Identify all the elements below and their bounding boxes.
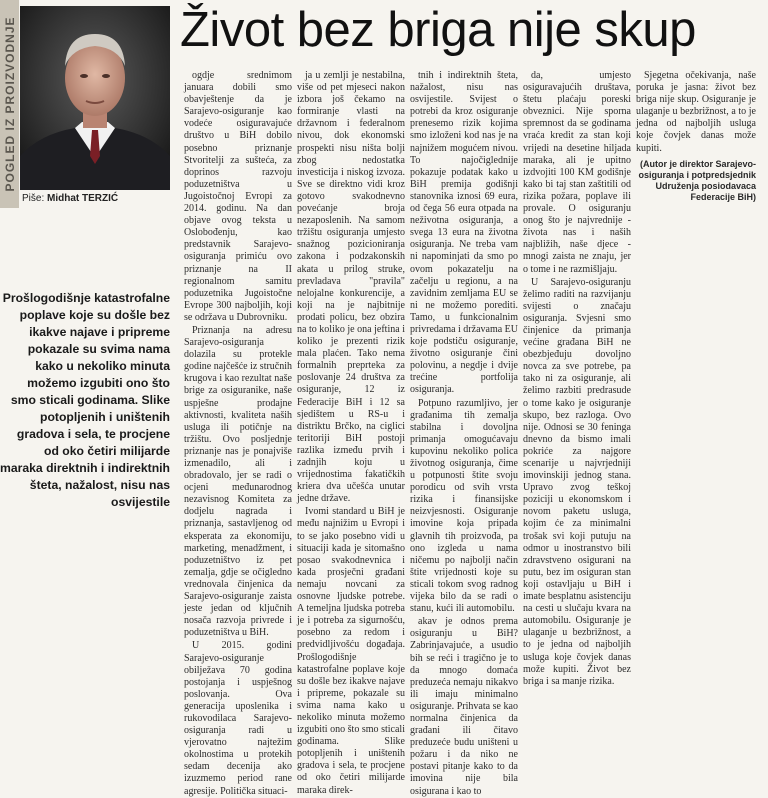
paragraph: akav je odnos prema osiguranju u BiH? Zabrinjavajuće, a usudio bih se reći i tragično je to da mnogo domaća preduzeća nemaju nikakvo ili imaju minimalno osiguranje. Prihvata se kao normalna činjenica da građani ili čitavo preduzeće budu uništeni u požaru i da niko ne postavi pitanje kako to da imovina nije bila osigurana i kao to: [410, 616, 518, 797]
paragraph: Ivomi standard u BiH je među najnižim u Evropi i to se jako posebno vidi u situaciji kada je sitomašno posao svakodnevnica i kada prosječni građani nemaju novcani za osnovne ljudske potrebe. A temeljna ljudska potreba je i potreba za sigurnošću, posebno za redom i predvidljivošću događaja. Prošlogodišnje katastrofalne poplave koje su došle bez ikakve najave i pripreme, pokazale su svima nama kako u nekoliko minuta možemo izgubiti ono što smo sticali godinama. Slike potopljenih i uništenih gradova i sela, te procjene od oko četiri milijarde maraka direk-: [297, 506, 405, 796]
paragraph: tnih i indirektnih šteta, nažalost, nisu nas osvijestile. Svijest o potrebi da kroz osiguranje prenesemo rizik kojima smo izloženi kod nas je na najnižem mogućem nivou. To najočiglednije pokazuje podatak kako u BiH premija godišnji stanovnika iznosi 69 eura, od čega 56 eura otpada na neživotna osiguranja, a svega 13 eura na životna osiguranja. Ne treba vam ni napominjati da smo po ovom pokazatelju na začelju u regionu, a na zavidnim zemljama EU se ni ne možemo porediti. Tamo, u funkcionalnim privredama i državama EU koje podstiču osiguranje, životno osiguranje čini polovinu, a negdje i dvije trećine portfolija osiguranja.: [410, 70, 519, 396]
author-portrait: [20, 6, 170, 190]
article-title: Život bez briga nije skup: [180, 3, 696, 57]
pull-quote: Prošlogodišnje katastrofalne poplave koje su došle bez ikakve najave i pripreme pokazale su svima nama kako u nekoliko minuta možemo izgubiti ono što smo sticali godinama. Slike potopljenih i uništenih gradova i sela, te procjene od oko četiri milijarde maraka direktnih i indirektnih šteta, nažalost, nisu nas osvijestile: [0, 291, 170, 509]
paragraph: ja u zemlji je nestabilna, više od pet mjeseci nakon izbora još čekamo na formiranje vlasti na državnom i federalnom nivou, dok ekonomski prospekti nisu ništa bolji zbog nedostatka investicija i niskog izvoza. Sve se direktno vidi kroz gotovo svakodnevno povećanje broja nezaposlenih. Na samom tržištu osiguranja umjesto snažnog pozicioniranja zakona i podzakonskih akata u prilog struke, prevladava "pravila" nelojalne konkurencije, a koji na je najbitnije prodati policu, bez obzira na to koliko je ona jeftina i koliko je prezenti rizik mala plaćen. Tako nema formalnih preprteka za poslovanje 24 društva za osiguranje, 12 iz Federacije BiH i 12 sa sjedištem u RS-u i distriktu Brčko, na ciglici teritoriji BiH postoji razlika između prvih i zadnjih koju u vrijednostima fakatičkih kriera dva učešća unutar jedne države.: [297, 70, 405, 505]
section-label-text: POGLED IZ PROIZVODNJE: [2, 16, 17, 192]
paragraph: da, umjesto osiguravajućih društava, štetu plaćaju poreski obveznici. Nije sporna spremnost da se godinama vraća kredit za stan koji vrijedi na desetine hiljada maraka, ali je upitno izdvojiti 100 KM godišnje kako bi taj stan zaštitili od rizika požara, poplave ili provale. O osiguranju onog što je najvrednije - života nas i naših najbližih, naše djece - mnogi zaista ne znaju, jer o tome i ne razmišljaju.: [523, 70, 631, 275]
article-column-5: [636, 70, 756, 598]
article-column-4: [523, 70, 631, 687]
byline-author: Midhat TERZIĆ: [47, 193, 119, 204]
article-column-3: [410, 70, 519, 797]
paragraph: Sjegetna očekivanja, naše poruka je jasna: život bez briga nije skup. Osiguranje je ulaganje u bezbrižnost, a to je jedna od najboljih usluga koje čovjek danas može kupiti.: [636, 70, 756, 154]
article-column-1: [184, 70, 293, 797]
paragraph: Priznanja na adresu Sarajevo-osiguranja dolazila su protekle godine najčešće iz stručnih krugova i kao rezultat naše brige za osiguranike, naše uspješne prodajne aktivnosti, kvaliteta naših usluga ili potičnje na tržištu. Ovo posljednje priznanje nas je ponajviše izmenadilo, ali i obradovalo, jer se radi o ocjeni međunarodnog nezavisnog Komiteta za dodjelu nagrada i priznanja, sastavljenog od eksperata za ekonomiju, marketing, menadžment, i poduzetništvo iz pet zemalja, gdje se očigledno vrednovala činjenica da Sarajevo-osiguranje zaista jeste jedan od ključnih nosača razvoja privrede i poduzetništva u BiH.: [184, 324, 293, 639]
byline: [22, 193, 118, 204]
author-photo-block: [0, 0, 176, 208]
section-label: [0, 0, 19, 208]
paragraph: U Sarajevo-osiguranju želimo raditi na razvijanju svijesti o značaju osiguranja. Svjesni smo činjenice da primanja većine građana BiH ne obezbjeđuju dovoljno novca za sve potrebe, pa tako ni za osiguranje, ali želimo razbiti predrasude o tome kako je osiguranje skupo, bez razloga. Ovo nije. Odnosi se 30 feninga dnevno da bismo imali pokriće za najgore scenarije u najvrjedniji imovinskiji jednog stana. Upravo zvog teškoj poziciji u ekonomskom i novom paketu usluga, kojim će za minimalni trošak svi koji putuju na odmor u inostranstvo bili zdravstveno osigurani na putu, bez im osiguran stan koji ostavljaju u BiH i imate besplatnu asistenciju na cesti u slučaju kvara na automobilu. Osiguranje je ulaganje u bezbrižnost, a to je jedna od najboljih usluga koje čovjek danas može kupiti. Život bez briga i sa manje rizika.: [523, 276, 631, 687]
author-note: (Autor je direktor Sarajevo-osiguranja i potpredsjednik Udruženja posiodavaca Federacije BiH): [638, 158, 756, 202]
paragraph: Potpuno razumljivo, jer građanima tih zemalja stabilna i dovoljna primanja omogućavaju kupovinu nekoliko polica životnog osiguranja, čime u potpunosti štite svoju porodicu od svih vrsta rizika i finansijske neizvjesnosti. Osiguranje imovine koja pripada glavnih tih proizvođa, pa ono izgleda u nama ničemu po najbolji način štite vrijednosti koje su sticali tokom svog radnog vijeka bilo da se radi o stanu, kući ili automobilu.: [410, 397, 518, 615]
paragraph: ogdje srednimom januara dobili smo obavještenje da je Sarajevo-osiguranje kao vodeće osiguravajuće društvo u BiH dobilo posebno priznanje Stvoritelji za sušteća, za doprinos razvoju poduzetništva u Jugoistočnoj Evropi za 2014. godinu. Na dan objave ovog teksta u Oslobođenju, kao predstavnik Sarajevo-osiguranja primiću ovo priznanje na II regionalnom samitu poduzetnika Jugoistočne Evrope 300 najboljih, koji se održava u Dubrovniku.: [184, 70, 292, 323]
paragraph: U 2015. godini Sarajevo-osiguranje obilježava 70 godina postojanja i uspješnog poslovanja. Ova generacija uposlenika i rukovodilaca Sarajevo-osiguranja radi u vjerovatno najtežim okolnostima u protekih sedam decenija ako izuzmemo period rane agresije. Politička situaci-: [184, 640, 292, 797]
article-column-2: [297, 70, 405, 796]
byline-prefix: Piše:: [22, 193, 45, 204]
